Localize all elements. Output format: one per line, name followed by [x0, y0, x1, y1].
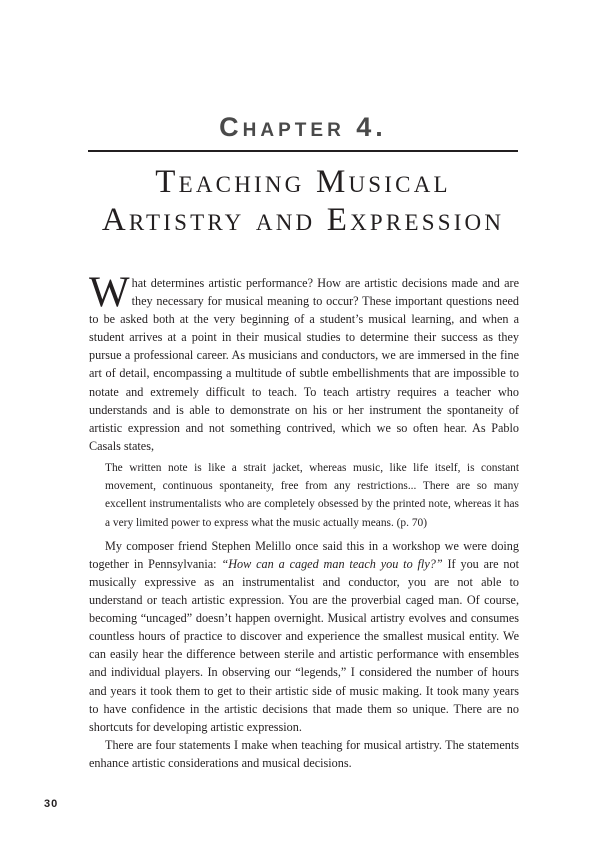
- page-number: 30: [44, 798, 59, 810]
- chapter-title-line-1: Teaching Musical: [155, 164, 451, 200]
- paragraph-melillo-rest: If you are not musically expressive as an instrumentalist and conductor, you are not able to understand or teach artistic expression. You are the proverbial caged man. Of course, becoming “uncaged” doesn’t happen overnight. Musical artistry evolves and consumes countless hours of practice to discover and experience the smallest musical entity. We can easily hear the difference between sterile and artistic performance with ensembles and individual players. In observing our “legends,” I considered the number of hours and years it took them to get to their artistic side of music making. It took many years to have confidence in the artistic decisions that made them so unique. There are no shortcuts for developing artistic expression.: [89, 556, 519, 734]
- paragraph-melillo-intro: My composer friend Stephen Melillo once said this in a workshop we were doing together in Pennsylvania:: [89, 538, 519, 571]
- chapter-divider: [88, 150, 518, 152]
- chapter-title: [60, 163, 546, 239]
- paragraph-intro: What determines artistic performance? How are artistic decisions made and are they necessary for musical meaning to occur? These important questions need to be asked both at the very beginning of a student’s musical learning, and when a student arrives at a point in their musical studies to determine their success as they pursue a professional career. As musicians and conductors, we are immersed in the fine art of detail, encompassing a multitude of subtle embellishments that are impossible to notate and extremely difficult to teach. To teach artistry requires a teacher who understands and is able to demonstrate on his or her instrument the spontaneity of artistic expression and not something contrived, which we so often hear. As Pablo Casals states,: [89, 269, 519, 453]
- chapter-label: Chapter 4.: [219, 112, 387, 142]
- paragraph-melillo: [89, 537, 519, 736]
- block-quote-casals: The written note is like a strait jacket, whereas music, like life itself, is constant movement, continuous spontaneity, free from any restrictions... There are so many excellent instrumentalists who are completely obsessed by the printed note, whereas it has a very limited power to express what the music actually means. (p. 70): [105, 461, 519, 529]
- paragraph-four-statements: There are four statements I make when teaching for musical artistry. The statements enhance artistic considerations and musical decisions.: [89, 737, 519, 770]
- chapter-title-line-2: Artistry and Expression: [101, 202, 505, 238]
- body-text: [89, 269, 519, 772]
- melillo-quote: “How can a caged man teach you to fly?”: [221, 556, 443, 571]
